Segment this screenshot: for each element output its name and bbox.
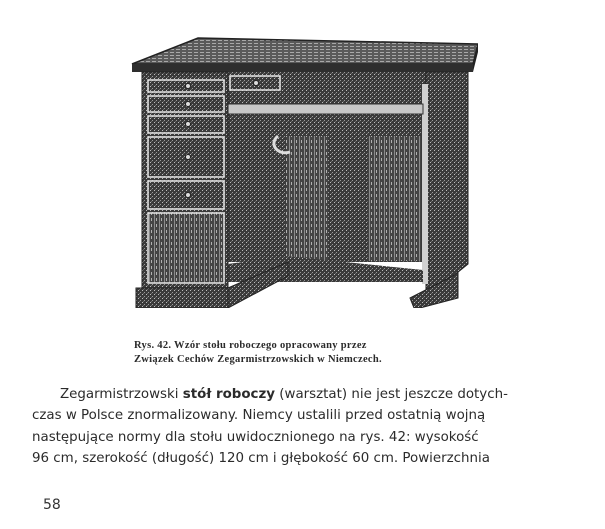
desk-illustration (128, 36, 478, 308)
body-line-3: następujące normy dla stołu uwidocznionego na rys. 42: wysokość (32, 429, 479, 445)
caption-line-1: Rys. 42. Wzór stołu roboczego opracowany przez (134, 340, 367, 351)
body-line-1: Zegarmistrzowski stół roboczy (warsztat) nie jest jeszcze dotych- (60, 387, 508, 402)
figure-caption (134, 339, 494, 367)
body-line-2: czas w Polsce znormalizowany. Niemcy ustalili przed ostatnią wojną (32, 408, 486, 424)
desk-engraving-icon (128, 36, 478, 308)
body-paragraph (32, 384, 572, 470)
caption-line-2: Związek Cechów Zegarmistrzowskich w Niemczech. (134, 354, 382, 365)
page-number: 58 (43, 497, 61, 513)
body-line-4: 96 cm, szerokość (długość) 120 cm i głębokość 60 cm. Powierzchnia (32, 451, 490, 467)
emphasis-term: stół roboczy (182, 387, 276, 402)
